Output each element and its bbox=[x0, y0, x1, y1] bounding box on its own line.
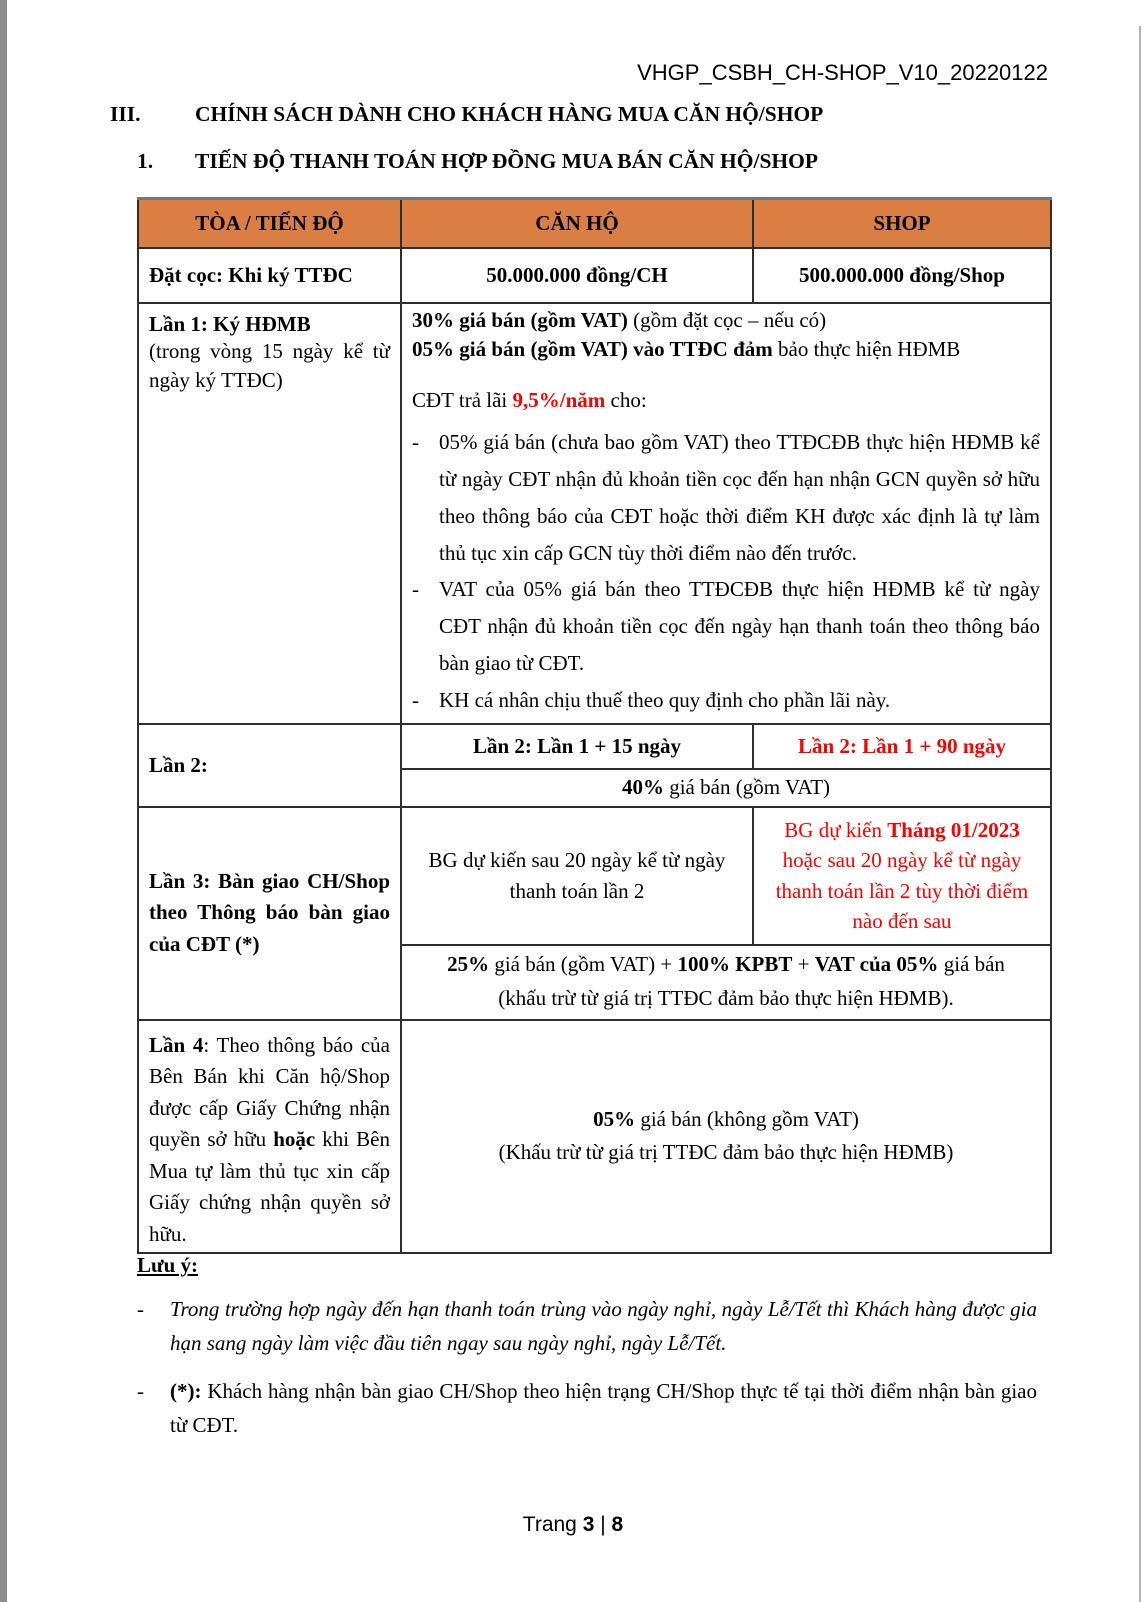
bullet-dash: - bbox=[137, 1379, 144, 1404]
lan2-label: Lần 2: bbox=[138, 724, 401, 807]
note-item-2: - (*): Khách hàng nhận bàn giao CH/Shop theo hiện trạng CH/Shop thực tế tại thời điểm nhận bàn giao từ CĐT. bbox=[137, 1374, 1037, 1442]
lan1-label-note: (trong vòng 15 ngày kể từ ngày ký TTĐC) bbox=[149, 338, 390, 393]
header-cell-shop: SHOP bbox=[753, 199, 1051, 248]
lan1-interest-intro: CĐT trả lãi 9,5%/năm cho: bbox=[412, 388, 647, 413]
bullet-dash: - bbox=[412, 577, 419, 602]
lan1-term-2: 05% giá bán (gồm VAT) vào TTĐC đảm bảo thực hiện HĐMB bbox=[412, 336, 961, 361]
table-row-lan4 bbox=[138, 1020, 1051, 1254]
lan3-amount-line2: (khấu trừ từ giá trị TTĐC đảm bảo thực hiện HĐMB). bbox=[498, 986, 954, 1010]
notes-title: Lưu ý: bbox=[137, 1253, 199, 1277]
scan-edge-right bbox=[1139, 26, 1141, 1602]
bullet-dash: - bbox=[412, 688, 419, 713]
lan3-amount-line1: 25% giá bán (gồm VAT) + 100% KPBT + VAT của 05% giá bán bbox=[447, 952, 1005, 977]
table-row-lan3-dates bbox=[138, 807, 1051, 945]
table-row-lan1 bbox=[138, 303, 1051, 724]
lan1-label-cell bbox=[138, 303, 401, 724]
bullet-dash: - bbox=[137, 1297, 144, 1321]
deposit-shop-value: 500.000.000 đồng/Shop bbox=[753, 248, 1051, 303]
table-row-lan2-dates bbox=[138, 724, 1051, 769]
lan1-bullet-3: - KH cá nhân chịu thuế theo quy định cho phần lãi này. bbox=[412, 682, 1040, 719]
lan3-amount-cell bbox=[401, 945, 1051, 1020]
footer-page-number: Trang 3 | 8 bbox=[522, 1513, 624, 1536]
scan-edge-left bbox=[0, 0, 7, 1602]
subsection-number: 1. bbox=[137, 149, 154, 173]
payment-schedule-table bbox=[137, 197, 1052, 1254]
lan1-bullet-1: - 05% giá bán (chưa bao gồm VAT) theo TTĐCĐB thực hiện HĐMB kể từ ngày CĐT nhận đủ khoản tiền cọc đến hạn nhận GCN quyền sở hữu theo thông báo của CĐT hoặc thời điểm KH được xác định là tự làm thủ tục xin cấp GCN tùy thời điểm nào đến trước. bbox=[412, 424, 1040, 572]
table-header-row bbox=[138, 199, 1051, 248]
lan2-shop-date: Lần 2: Lần 1 + 90 ngày bbox=[753, 724, 1051, 769]
header-cell-canho: CĂN HỘ bbox=[401, 199, 753, 248]
lan1-term-1: 30% giá bán (gồm VAT) (gồm đặt cọc – nếu có) bbox=[412, 307, 827, 332]
note-item-1: - Trong trường hợp ngày đến hạn thanh toán trùng vào ngày nghỉ, ngày Lễ/Tết thì Khách hàng được gia hạn sang ngày làm việc đầu tiên ngay sau ngày nghỉ, ngày Lễ/Tết. bbox=[137, 1292, 1037, 1360]
lan3-canho-handover: BG dự kiến sau 20 ngày kể từ ngày thanh toán lần 2 bbox=[401, 807, 753, 945]
header-cell-toa-tiendo: TÒA / TIẾN ĐỘ bbox=[138, 199, 401, 248]
subsection-heading bbox=[137, 149, 818, 174]
lan4-amount-cell bbox=[401, 1020, 1051, 1254]
document-code: VHGP_CSBH_CH-SHOP_V10_20220122 bbox=[637, 60, 1048, 85]
lan1-terms-cell bbox=[401, 303, 1051, 724]
deposit-canho-value: 50.000.000 đồng/CH bbox=[401, 248, 753, 303]
lan2-amount: 40% giá bán (gồm VAT) bbox=[401, 769, 1051, 807]
lan1-bullet-2: - VAT của 05% giá bán theo TTĐCĐB thực hiện HĐMB kể từ ngày CĐT nhận đủ khoản tiền cọc đến ngày hạn thanh toán theo thông báo bàn giao từ CĐT. bbox=[412, 571, 1040, 682]
lan3-label: Lần 3: Bàn giao CH/Shop theo Thông báo bàn giao của CĐT (*) bbox=[138, 807, 401, 1020]
subsection-title: TIẾN ĐỘ THANH TOÁN HỢP ĐỒNG MUA BÁN CĂN HỘ/SHOP bbox=[195, 149, 818, 173]
notes-section bbox=[137, 1253, 1037, 1442]
lan4-amount-line2: (Khấu trừ từ giá trị TTĐC đảm bảo thực hiện HĐMB) bbox=[498, 1140, 954, 1165]
section-title: CHÍNH SÁCH DÀNH CHO KHÁCH HÀNG MUA CĂN HỘ/SHOP bbox=[195, 102, 824, 126]
section-number: III. bbox=[110, 102, 141, 126]
lan4-label: Lần 4: Theo thông báo của Bên Bán khi Căn hộ/Shop được cấp Giấy Chứng nhận quyền sở hữu hoặc khi Bên Mua tự làm thủ tục xin cấp Giấy chứng nhận quyền sở hữu. bbox=[138, 1020, 401, 1254]
lan3-shop-handover: BG dự kiến Tháng 01/2023 hoặc sau 20 ngày kể từ ngày thanh toán lần 2 tùy thời điểm nào đến sau bbox=[753, 807, 1051, 945]
lan1-label-title: Lần 1: Ký HĐMB bbox=[149, 311, 311, 336]
bullet-dash: - bbox=[412, 429, 419, 454]
lan2-canho-date: Lần 2: Lần 1 + 15 ngày bbox=[401, 724, 753, 769]
section-heading bbox=[110, 102, 823, 127]
deposit-label: Đặt cọc: Khi ký TTĐC bbox=[138, 248, 401, 303]
table-row-deposit bbox=[138, 248, 1051, 303]
lan4-amount-line1: 05% giá bán (không gồm VAT) bbox=[593, 1106, 859, 1131]
